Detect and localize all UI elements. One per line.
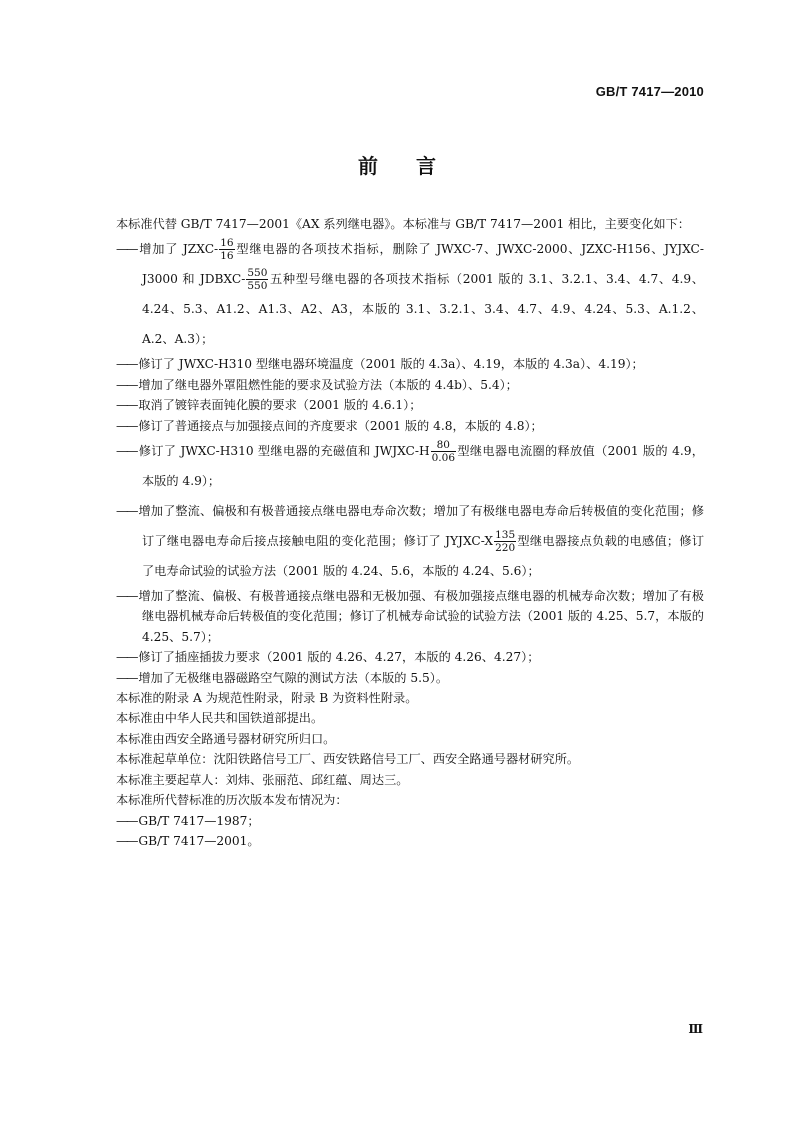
fraction-numerator: 16 <box>220 237 234 250</box>
page-title: 前言 <box>358 154 474 178</box>
change-6-text-a: 修订了 JWXC-H310 型继电器的充磁值和 JWJXC-H <box>138 444 430 459</box>
appendix-paragraph: 本标准的附录 A 为规范性附录，附录 B 为资料性附录。 <box>116 691 418 706</box>
change-item-7 <box>91 496 704 586</box>
dash-marker: —— <box>116 357 137 372</box>
page-number: Ⅲ <box>688 1022 703 1036</box>
dash-marker: —— <box>116 670 137 685</box>
history-2-text: GB/T 7417—2001。 <box>138 833 260 848</box>
fraction-jdbxc <box>246 267 268 292</box>
history-item-2001 <box>91 831 704 851</box>
intro-paragraph: 本标准代替 GB/T 7417—2001《AX 系列继电器》。本标准与 GB/T 7417—2001 相比，主要变化如下： <box>116 217 690 231</box>
change-item-10 <box>91 668 704 688</box>
change-10-text: 增加了无极继电器磁路空气隙的测试方法（本版的 5.5）。 <box>138 670 449 685</box>
dash-marker: —— <box>116 444 137 459</box>
change-item-4 <box>91 395 704 415</box>
change-7-text-a: 增加了整流、偏极和有极普通接点继电器电寿命次数；增加了有极继电器电寿命后转极值的变化范围；修订了继电器电寿命后接点接触电阻的变化范围；修订了 JYJXC-X <box>138 504 704 549</box>
change-item-6 <box>91 436 704 496</box>
fraction-jyjxc <box>494 529 516 554</box>
change-item-9 <box>91 647 704 667</box>
fraction-numerator: 550 <box>247 267 268 280</box>
dash-marker: —— <box>116 504 137 519</box>
change-1-text-b: 型继电器的各项技术指标，删除了 JWXC-7、JWXC-2000、JZXC-H156、JYJXC-J3000 和 JDBXC- <box>142 242 704 287</box>
administrator-paragraph: 本标准由西安全路通号器材研究所归口。 <box>116 731 336 746</box>
change-8-text: 增加了整流、偏极、有极普通接点继电器和无极加强、有极加强接点继电器的机械寿命次数；增加了有极继电器机械寿命后转极值的变化范围；修订了机械寿命试验的试验方法（2001 版的 4.25、5.7，本版的 4.25、5.7）； <box>138 589 704 644</box>
change-6-text-b: 型继电器电流圈的释放值（2001 版的 4.9，本版的 4.9）； <box>142 444 704 489</box>
dash-marker: —— <box>116 813 137 828</box>
history-1-text: GB/T 7417—1987； <box>138 813 260 828</box>
proposer-paragraph: 本标准由中华人民共和国铁道部提出。 <box>116 711 324 726</box>
fraction-denominator: 550 <box>247 280 268 293</box>
dash-marker: —— <box>116 650 137 665</box>
history-item-1987 <box>91 811 704 831</box>
dash-marker: —— <box>116 242 137 257</box>
dash-marker: —— <box>116 589 137 604</box>
change-5-text: 修订了普通接点与加强接点间的齐度要求（2001 版的 4.8，本版的 4.8）； <box>138 418 543 433</box>
change-item-1 <box>91 234 704 354</box>
fraction-numerator: 135 <box>495 529 516 542</box>
history-intro-paragraph: 本标准所代替标准的历次版本发布情况为： <box>116 793 348 808</box>
change-item-5 <box>91 416 704 436</box>
fraction-numerator: 80 <box>431 439 456 452</box>
change-item-2 <box>91 354 704 374</box>
change-item-8 <box>91 586 704 647</box>
drafters-paragraph: 本标准主要起草人：刘炜、张丽范、邱红蕴、周达三。 <box>116 772 409 787</box>
change-4-text: 取消了镀锌表面钝化膜的要求（2001 版的 4.6.1）； <box>138 398 422 413</box>
fraction-jwjxc <box>431 439 456 464</box>
standard-number: GB/T 7417—2010 <box>595 84 704 99</box>
fraction-denominator: 0.06 <box>431 452 456 465</box>
change-item-3 <box>91 375 704 395</box>
fraction-denominator: 220 <box>495 542 516 555</box>
drafting-units-paragraph: 本标准起草单位：沈阳铁路信号工厂、西安铁路信号工厂、西安全路通号器材研究所。 <box>116 752 580 767</box>
dash-marker: —— <box>116 398 137 413</box>
fraction-jzxc <box>219 237 234 262</box>
dash-marker: —— <box>116 418 137 433</box>
foreword-body <box>91 214 704 851</box>
dash-marker: —— <box>116 377 137 392</box>
change-9-text: 修订了插座插拔力要求（2001 版的 4.26、4.27，本版的 4.26、4.27）； <box>138 650 540 665</box>
fraction-denominator: 16 <box>220 250 234 263</box>
dash-marker: —— <box>116 833 137 848</box>
change-1-text-c: 五种型号继电器的各项技术指标（2001 版的 3.1、3.2.1、3.4、4.7、4.9、4.24、5.3、A1.2、A1.3、A2、A3，本版的 3.1、3.2.1、3.4、4.7、4.9、4.24、5.3、A.1.2、A.2、A.3）； <box>142 272 704 347</box>
change-3-text: 增加了继电器外罩阻燃性能的要求及试验方法（本版的 4.4b）、5.4）； <box>138 377 518 392</box>
change-1-text-a: 增加了 JZXC- <box>138 242 219 257</box>
change-7-text-b: 型继电器接点负载的电感值；修订了电寿命试验的试验方法（2001 版的 4.24、5.6，本版的 4.24、5.6）； <box>142 534 705 579</box>
change-2-text: 修订了 JWXC-H310 型继电器环境温度（2001 版的 4.3a）、4.19，本版的 4.3a）、4.19）； <box>138 357 644 372</box>
